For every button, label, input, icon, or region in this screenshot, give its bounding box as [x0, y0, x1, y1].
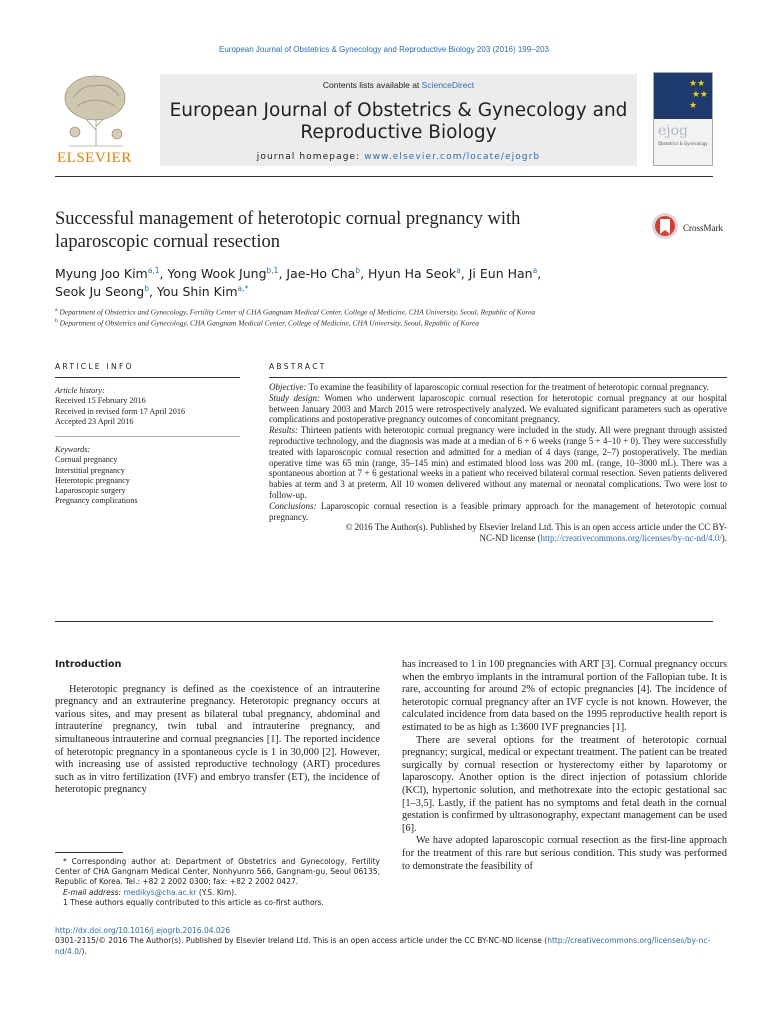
received-date: Received 15 February 2016 [55, 396, 146, 406]
footnote-rule [55, 852, 123, 853]
journal-homepage [160, 152, 637, 162]
email-suffix: (Y.S. Kim). [196, 887, 237, 897]
author-affiliation-marker[interactable]: b [144, 283, 149, 293]
journal-cover-thumbnail[interactable] [653, 72, 713, 166]
keyword: Pregnancy complications [55, 496, 138, 506]
author-affiliation-marker[interactable]: a [456, 265, 461, 275]
license-link[interactable]: http://creativecommons.org/licenses/by-nc-nd/4.0/ [540, 533, 722, 544]
article-title [55, 208, 615, 254]
email-link[interactable]: medikys@cha.ac.kr [123, 887, 197, 897]
intro-paragraph-2: There are several options for the treatment of heterotopic cornual pregnancy; surgical, medical or expectant treatment. The patient can be treated surgically by cornual resection or hysterectomy either by laparotomy or laparoscopy. Another option is the direct injection of potassium chloride (KCl), hypertonic solution, and methotrexate into the ectopic gestational sac [1–3,5]. Lastly, if the patient has no symptoms and fetal death in the cornual gestation is confirmed by ultrasonography, expectant management can be used [6]. [402, 734, 727, 834]
copyright-line1: © 2016 The Author(s). Published by Elsevier Ireland Ltd. This is an open access article under the CC BY- [345, 522, 727, 533]
crossmark-label: CrossMark [683, 223, 723, 233]
author-separator: , [159, 266, 168, 281]
page-bottom [55, 926, 727, 957]
author-separator: , [278, 266, 287, 281]
homepage-link[interactable]: www.elsevier.com/locate/ejogrb [364, 152, 541, 162]
results-text: Thirteen patients with heterotopic cornual pregnancy were included in the study. All were pregnant through assisted reproductive technology, and the diagnosis was made at a median of 6 + 6 weeks (range 5 + 4–10 + 0). They were successfully treated with laparoscopic cornual resection and admitted for a median of 4 days (range, 2–7) postoperatively. The median operative time was 65 min (range, 35–145 min) and estimated blood loss was 200 mL (range, 10–3000 mL). There was a spontaneous abortion at 7 + 6 gestational weeks in a patient who received bilateral cornual resection. Seven patients delivered babies at term and 3 at preterm. All 10 women delivered without any maternal or neonatal complications. Two were lost to follow-up. [269, 425, 727, 500]
author-name[interactable]: Ji Eun Han [468, 266, 533, 281]
article-title-line1: Successful management of heterotopic cornual pregnancy with [55, 209, 521, 229]
conclusions-heading: Conclusions: [269, 500, 317, 511]
intro-paragraph-1-continued: has increased to 1 in 100 pregnancies with ART [3]. Cornual pregnancy occurs when the embryo implants in the intramural portion of the Fallopian tube. It is rare, accounting for around 2% of ectopic pregnancies [4]. The incidence of heterotopic cornual pregnancy after an IVF cycle is not known. However, the calculated incidence from data based on the 1995 reproductive health report is estimated to be as high as 1:3600 IVF pregnancies [1]. [402, 659, 727, 733]
article-info-rule [55, 377, 240, 378]
email-note [55, 888, 380, 898]
author-affiliation-marker[interactable]: a [532, 265, 538, 275]
masthead-box [160, 74, 637, 166]
affiliation-marker: a [55, 307, 58, 313]
design-heading: Study design: [269, 392, 320, 403]
license-link[interactable]: http://creativecommons.org/licenses/by-nc-nd/4.0/ [55, 936, 711, 956]
author-name[interactable]: You Shin Kim [156, 284, 238, 299]
journal-title [160, 100, 637, 144]
masthead [55, 70, 713, 170]
author-name[interactable]: Jae-Ho Cha [286, 266, 356, 281]
contents-line [160, 80, 637, 90]
abstract-label: ABSTRACT [269, 362, 327, 371]
license-prefix: 0301-2115/© 2016 The Author(s). Published by Elsevier Ireland Ltd. This is an open access article under the CC BY-NC-ND license ( [55, 936, 548, 946]
intro-paragraph-3: We have adopted laparoscopic cornual resection as the first-line approach for the treatment of this rare but serious condition. This study was performed to demonstrate the feasibility of [402, 835, 727, 872]
affiliation-text: Department of Obstetrics and Gynecology, CHA Gangnam Medical Center, College of Medicine, CHA University, Seoul, Republic of Korea [59, 318, 479, 328]
keyword: Interstitial pregnancy [55, 465, 125, 475]
keywords-block [55, 445, 240, 507]
author-affiliation-marker[interactable]: a,* [237, 283, 249, 293]
intro-paragraph-1: Heterotopic pregnancy is defined as the coexistence of an intrauterine pregnancy and an extrauterine pregnancy. Heterotopic pregnancy occurs at various sites, and may present as bilateral tubal pregnancy, abdominal and intrauterine pregnancy, twin tubal and intrauterine pregnancy, and simultaneous intrauterine and cornual pregnancies [1]. The reported incidence of heterotopic pregnancy in a spontaneous cycle is 1 in 30,000 [2]. However, with increasing use of assisted reproductive technology (ART) procedures such as in vitro fertilization (IVF) and embryo transfer (ET), the incidence of heterotopic pregnancy [55, 683, 380, 796]
contents-prefix: Contents lists available at [322, 80, 422, 90]
keyword: Heterotopic pregnancy [55, 475, 130, 485]
abstract-design [269, 393, 727, 425]
author-name[interactable]: Yong Wook Jung [167, 266, 267, 281]
cover-caption: Obstetrics & Gynecology [658, 141, 708, 146]
keyword: Laparoscopic surgery [55, 486, 126, 496]
left-column [55, 659, 380, 797]
crossmark-icon [651, 212, 679, 242]
history-label: Article history: [55, 386, 105, 395]
results-heading: Results: [269, 425, 298, 436]
author-affiliation-marker[interactable]: b,1 [266, 265, 279, 275]
objective-heading: Objective: [269, 382, 307, 392]
objective-text: To examine the feasibility of laparoscopic cornual resection for the treatment of heterotopic cornual pregnancy. [306, 382, 709, 392]
abstract-results [269, 425, 727, 501]
license-suffix: ). [81, 946, 87, 956]
article-history [55, 386, 240, 427]
article-title-line2: laparoscopic cornual resection [55, 232, 280, 252]
doi-link[interactable]: http://dx.doi.org/10.1016/j.ejogrb.2016.04.026 [55, 926, 231, 935]
introduction-heading: Introduction [55, 659, 122, 670]
homepage-prefix: journal homepage: [256, 152, 365, 162]
journal-title-line2: Reproductive Biology [300, 122, 497, 143]
author-affiliation-marker[interactable]: a,1 [147, 265, 160, 275]
abstract-objective [269, 382, 727, 393]
cover-brand: ejog [658, 123, 689, 139]
equal-contribution-note: 1 These authors equally contributed to this article as co-first authors. [63, 897, 324, 907]
author-separator: , [360, 266, 369, 281]
affiliation-text: Department of Obstetrics and Gynecology, Fertility Center of CHA Gangnam Medical Center, College of Medicine, CHA University, Seoul, Republic of Korea [59, 307, 536, 317]
affiliation-marker: b [55, 318, 58, 324]
crossmark-badge[interactable] [651, 212, 731, 246]
copyright-prefix: NC-ND license ( [479, 533, 541, 544]
affiliation-b [55, 318, 479, 328]
email-label: E-mail address: [63, 887, 124, 897]
right-column [402, 659, 727, 873]
author-affiliation-marker[interactable]: b [355, 265, 361, 275]
journal-citation: European Journal of Obstetrics & Gynecology and Reproductive Biology 203 (2016) 199–203 [219, 45, 549, 54]
author-name[interactable]: Hyun Ha Seok [368, 266, 457, 281]
affiliation-a [55, 307, 535, 317]
masthead-rule [55, 176, 713, 177]
author-separator: , [148, 284, 157, 299]
keywords-label: Keywords: [55, 445, 91, 454]
author-list [55, 265, 675, 301]
conclusions-text: Laparoscopic cornual resection is a feasible primary approach for the management of heterotopic cornual pregnancy. [269, 500, 727, 522]
author-separator: , [537, 266, 542, 281]
article-info-divider [55, 436, 240, 437]
corresponding-author-note: * Corresponding author at: Department of Obstetrics and Gynecology, Fertility Center of CHA Gangnam Medical Center, Nonhyunro 566, Gangnam-gu, Seoul 06135, Republic of Korea. Tel.: +82 2 2002 0300; fax: +82 2 2002 0427. [55, 857, 380, 887]
author-name[interactable]: Myung Joo Kim [55, 266, 148, 281]
abstract-conclusions [269, 501, 727, 523]
abstract-body [269, 382, 727, 544]
star-icon: ★★ ★★ ★ [689, 79, 708, 111]
keyword: Cornual pregnancy [55, 455, 118, 465]
elsevier-wordmark: ELSEVIER [57, 150, 132, 166]
journal-title-line1: European Journal of Obstetrics & Gynecology and [169, 100, 628, 121]
abstract-rule [269, 377, 727, 378]
accepted-date: Accepted 23 April 2016 [55, 416, 134, 426]
article-info-label: ARTICLE INFO [55, 362, 134, 371]
abstract-bottom-rule [55, 621, 713, 622]
footnotes [55, 857, 380, 908]
abstract-copyright [269, 522, 727, 544]
author-name[interactable]: Seok Ju Seong [55, 284, 145, 299]
sciencedirect-link[interactable]: ScienceDirect [421, 80, 475, 90]
design-text: Women who underwent laparoscopic cornual resection for heterotopic cornual pregnancy at our hospital between January 2003 and March 2015 were retrospectively analyzed. We evaluated significant parameters such as operative complications and postoperative pregnancy outcomes of concomitant pregnancy. [269, 392, 727, 425]
copyright-suffix: ). [721, 533, 727, 544]
license-statement [55, 936, 727, 957]
revised-date: Received in revised form 17 April 2016 [55, 406, 186, 416]
author-separator: , [460, 266, 469, 281]
